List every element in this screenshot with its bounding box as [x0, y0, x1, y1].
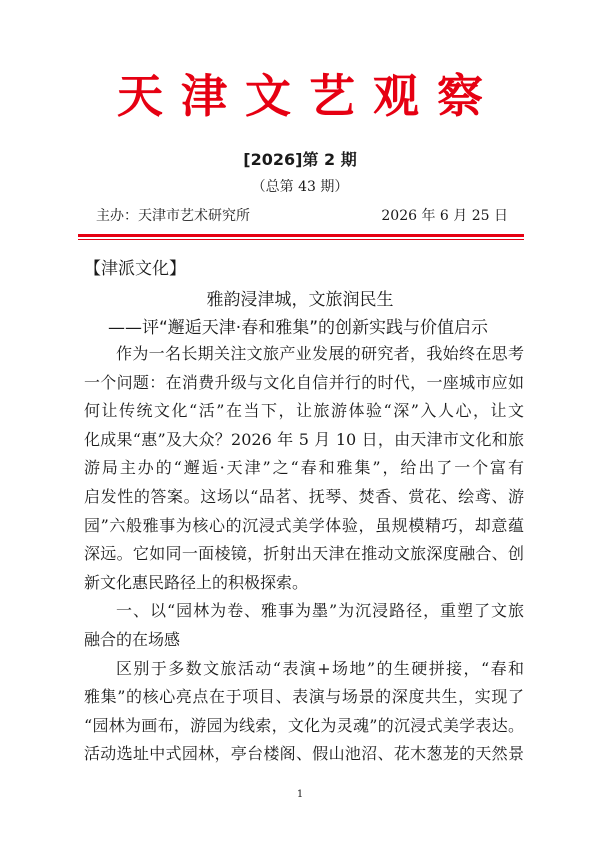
- publish-date: 2026 年 6 月 25 日: [381, 208, 508, 224]
- issue-number: [2026]第 2 期: [243, 150, 357, 169]
- publisher-label: 主办：天津市艺术研究所: [96, 208, 250, 224]
- page-number: 1: [296, 789, 304, 800]
- masthead-title: 天津文艺观察: [117, 69, 501, 123]
- article-body: [84, 340, 524, 769]
- body-line: 区别于多数文旅活动“表演+场地”的生硬拼接，“春和: [116, 658, 524, 678]
- body-line: 游局主办的“邂逅·天津”之“春和雅集”，给出了一个富有: [84, 458, 524, 478]
- body-line: 化成果“惠”及大众？2026 年 5 月 10 日，由天津市文化和旅: [84, 429, 524, 449]
- header-divider-thin: [78, 239, 524, 240]
- body-line: “园林为画布，游园为线索，文化为灵魂”的沉浸式美学表达。: [84, 715, 524, 735]
- body-line: 活动选址中式园林，亭台楼阁、假山池沼、花木葱茏的天然景: [84, 744, 524, 764]
- article-title: 雅韵浸津城，文旅润民生: [206, 290, 394, 310]
- section-heading-line: 一、以“园林为卷、雅事为墨”为沉浸路径，重塑了文旅: [116, 601, 524, 621]
- body-line: 新文化惠民路径上的积极探索。: [84, 572, 309, 592]
- body-line: 作为一名长期关注文旅产业发展的研究者，我始终在思考: [116, 344, 524, 363]
- body-line: 园”六般雅事为核心的沉浸式美学体验，虽规模精巧，却意蕴: [84, 515, 524, 535]
- body-line: 何让传统文化“活”在当下，让旅游体验“深”入人心，让文: [84, 401, 524, 421]
- body-line: 启发性的答案。这场以“品茗、抚琴、焚香、赏花、绘鸢、游: [84, 486, 524, 506]
- body-line: 深远。它如同一面棱镜，折射出天津在推动文旅深度融合、创: [84, 544, 524, 564]
- issue-total: （总第 43 期）: [251, 179, 349, 195]
- section-heading-line: 融合的在场感: [84, 629, 181, 649]
- header-divider-thick: [78, 234, 524, 237]
- article-subtitle: ——评“邂逅天津·春和雅集”的创新实践与价值启示: [108, 318, 489, 338]
- body-line: 雅集”的核心亮点在于项目、表演与场景的深度共生，实现了: [84, 687, 524, 707]
- body-line: 一个问题：在消费升级与文化自信并行的时代，一座城市应如: [84, 372, 524, 392]
- section-tag: 【津派文化】: [84, 259, 186, 279]
